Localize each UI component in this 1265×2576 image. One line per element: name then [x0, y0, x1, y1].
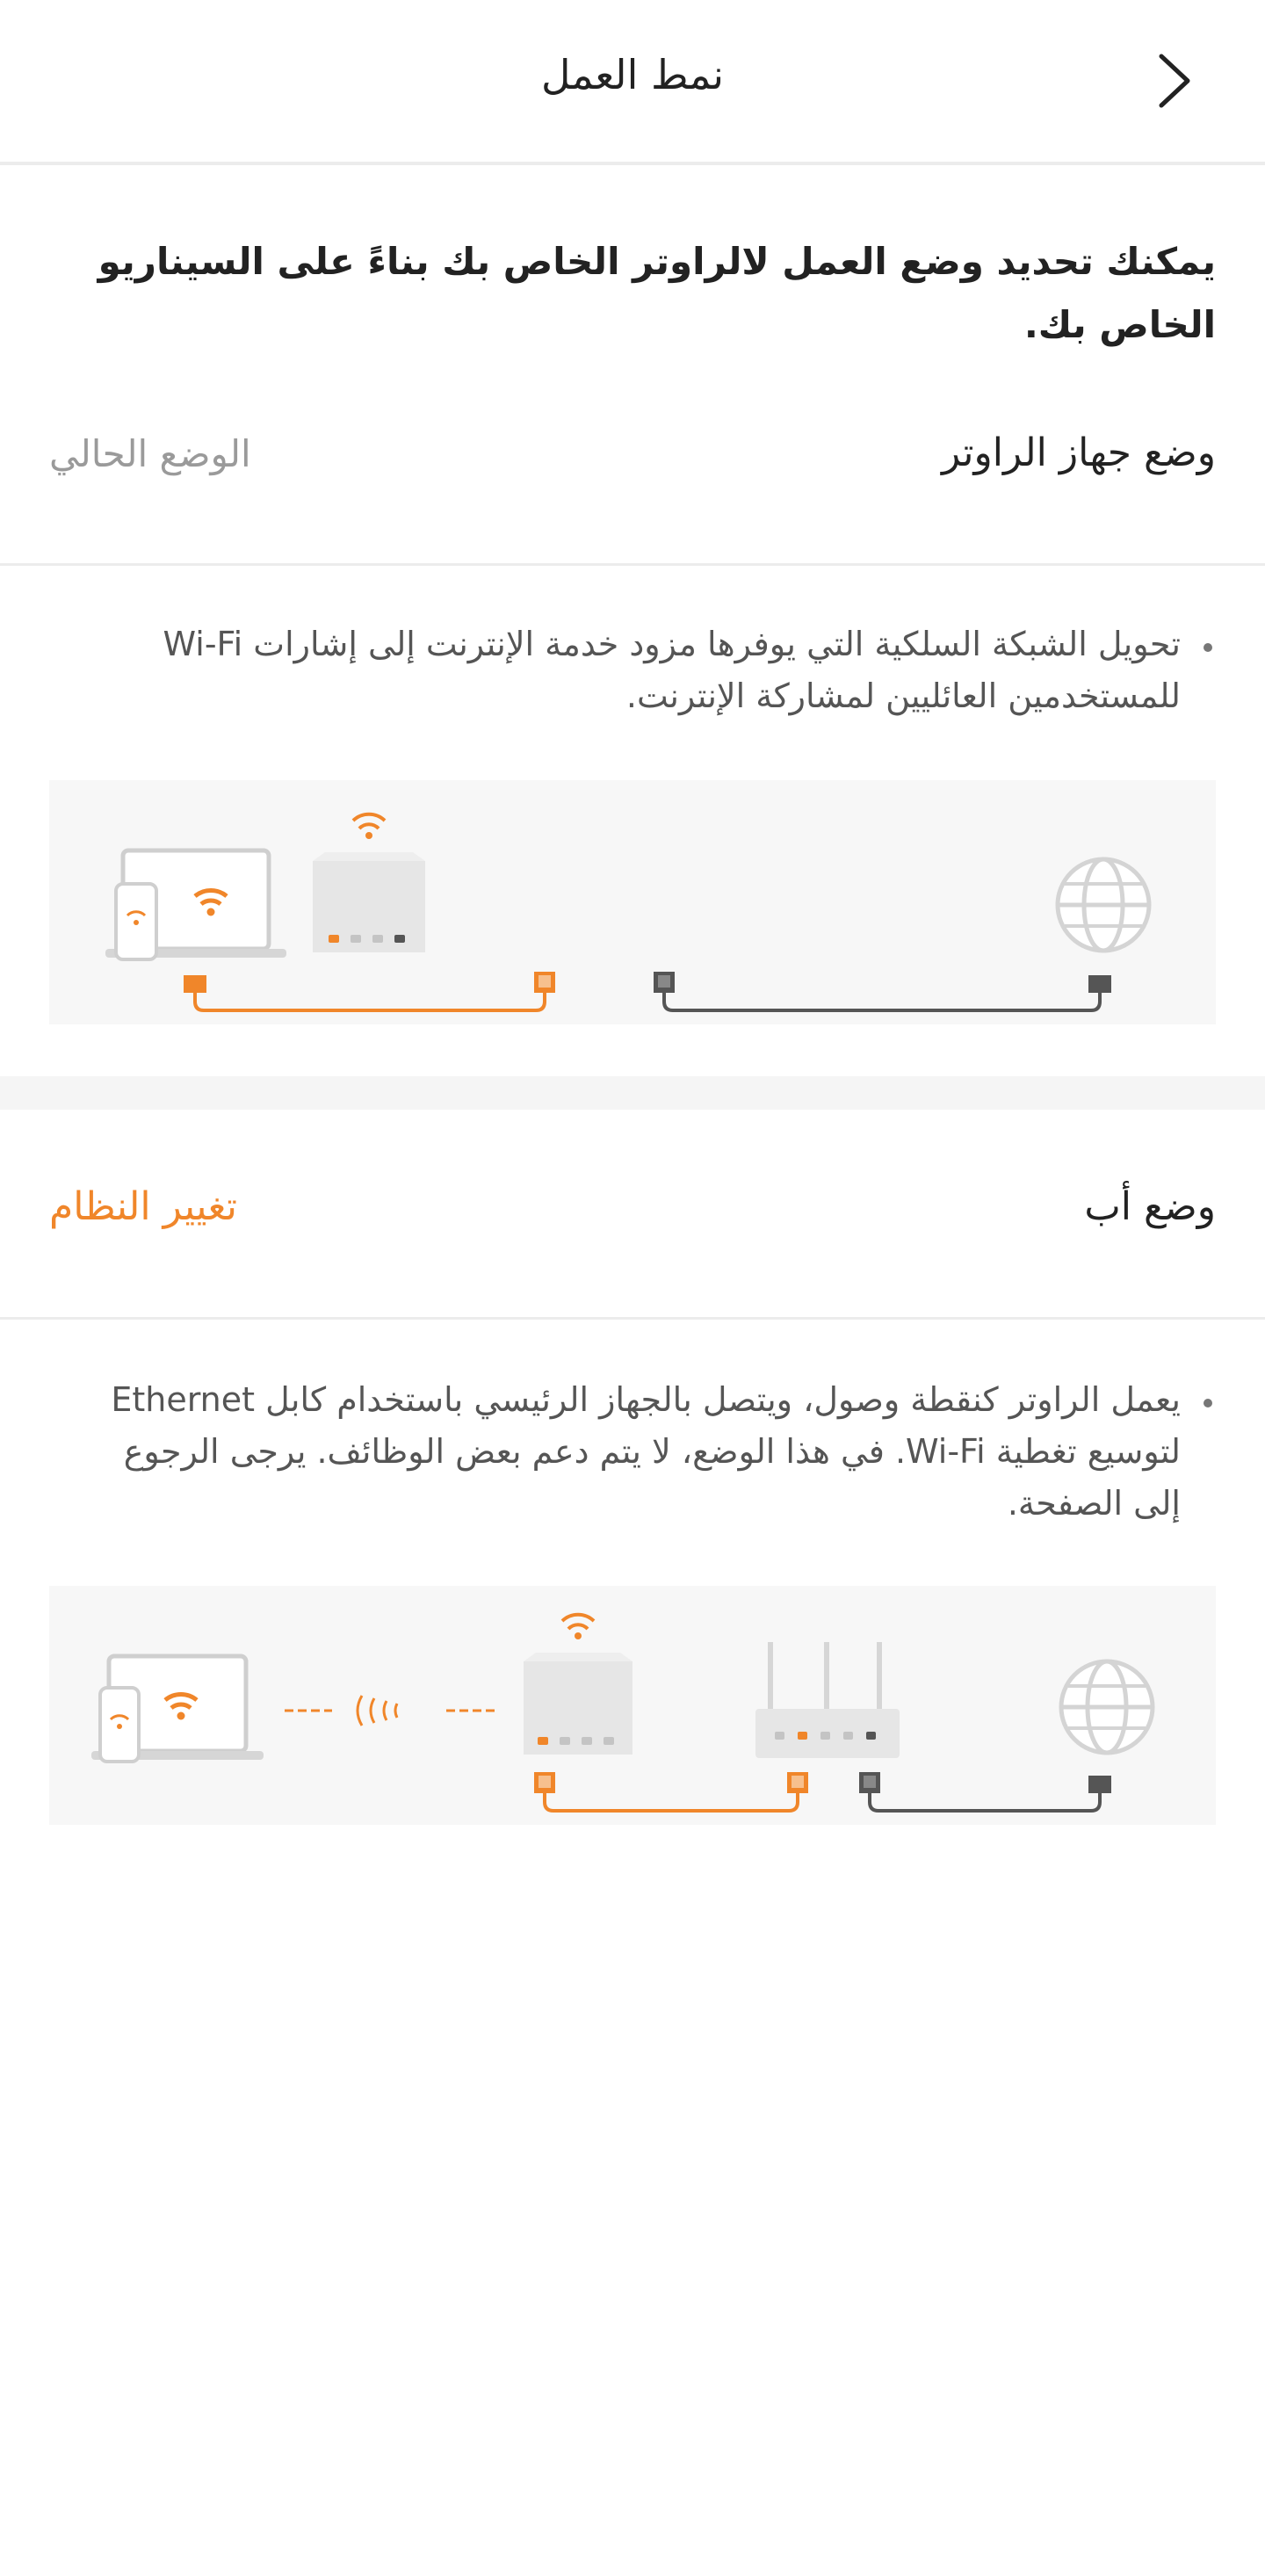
phone-icon: [100, 1688, 139, 1762]
router-mode-description-line2: للمستخدمين العائليين لمشاركة الإنترنت.: [625, 677, 1181, 715]
router-mode-description-line1: تحويل الشبكة السلكية التي يوفرها مزود خدمة الإنترنت إلى إشارات Wi-Fi: [163, 625, 1181, 663]
wireless-link-icon: [285, 1696, 497, 1726]
page-title: نمط العمل: [540, 51, 725, 98]
ap-mode-description-line2: لتوسيع تغطية Wi-Fi. في هذا الوضع، لا يتم دعم بعض الوظائف. يرجى الرجوع: [123, 1432, 1181, 1471]
ethernet-cable: [534, 1772, 808, 1811]
bullet-dot: [1204, 643, 1212, 652]
divider: [0, 1317, 1265, 1320]
ap-mode-description-line3: إلى الصفحة.: [1007, 1484, 1181, 1523]
bullet-dot: [1204, 1399, 1212, 1407]
phone-icon: [116, 884, 156, 959]
router-icon: [524, 1615, 632, 1755]
back-button[interactable]: [1142, 44, 1212, 118]
ap-mode-diagram: [49, 1586, 1216, 1825]
main-router-icon: [755, 1642, 900, 1758]
ap-mode-description-line1: يعمل الراوتر كنقطة وصول، ويتصل بالجهاز الرئيسي باستخدام كابل Ethernet: [111, 1380, 1181, 1419]
current-mode-badge: الوضع الحالي: [49, 432, 251, 475]
divider: [0, 563, 1265, 566]
wan-cable: [859, 1772, 1111, 1811]
lan-cable: [184, 972, 555, 1010]
wan-cable: [654, 972, 1111, 1010]
internet-globe-icon: [1061, 1661, 1153, 1753]
ap-mode-label: وضع أب: [1084, 1184, 1216, 1229]
router-icon: [313, 814, 425, 952]
change-mode-button[interactable]: تغيير النظام: [49, 1184, 237, 1229]
intro-description: يمكنك تحديد وضع العمل لالراوتر الخاص بك بناءً على السيناريو الخاص بك.: [98, 240, 1216, 346]
section-separator: [0, 1076, 1265, 1110]
router-mode-label: وضع جهاز الراوتر: [941, 431, 1216, 475]
internet-globe-icon: [1058, 859, 1149, 951]
chevron-right-icon: [1142, 44, 1212, 118]
router-mode-diagram: [49, 780, 1216, 1024]
top-bar: [0, 0, 1265, 165]
